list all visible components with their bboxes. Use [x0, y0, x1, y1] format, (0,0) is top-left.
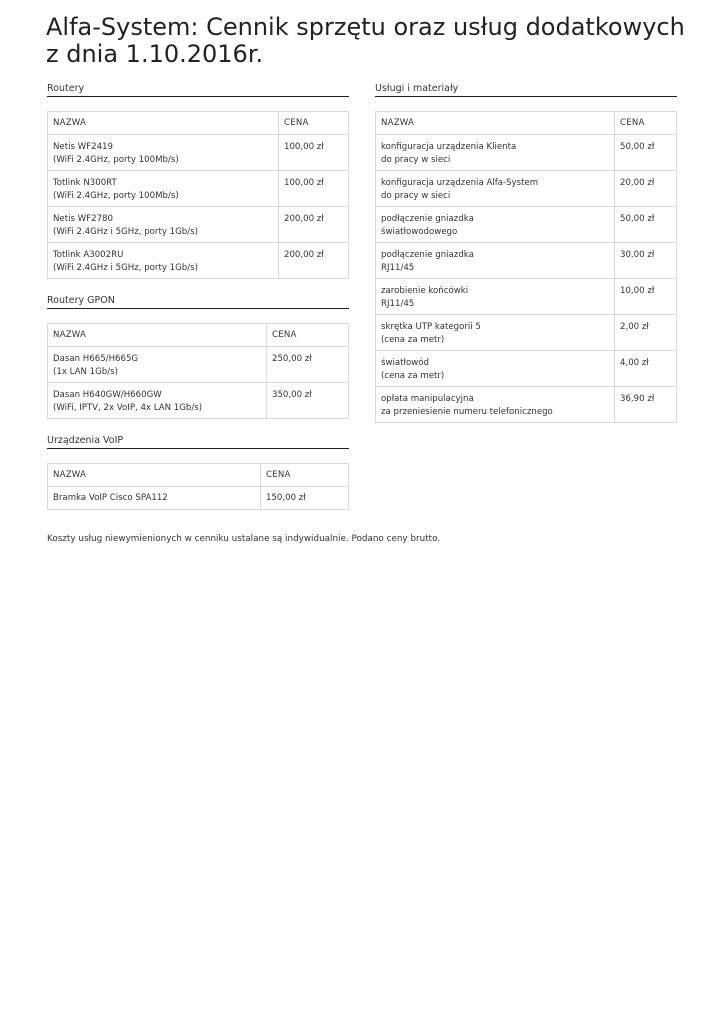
product-description: (WiFi 2.4GHz, porty 100Mb/s)	[53, 155, 179, 165]
table-header-row	[48, 464, 349, 487]
price-cell: 36,90 zł	[615, 387, 677, 423]
product-description: (WiFi 2.4GHz i 5GHz, porty 1Gb/s)	[53, 227, 198, 237]
routers-table	[47, 111, 349, 279]
service-description: (cena za metr)	[381, 371, 445, 381]
service-cell	[376, 387, 615, 423]
service-name: podłączenie gniazdka	[381, 214, 474, 224]
price-cell: 50,00 zł	[615, 135, 677, 171]
product-cell	[48, 207, 279, 243]
service-description: za przeniesienie numeru telefonicznego	[381, 407, 553, 417]
product-description: (WiFi 2.4GHz i 5GHz, porty 1Gb/s)	[53, 263, 198, 273]
service-cell	[376, 171, 615, 207]
service-cell	[376, 135, 615, 171]
service-name: zarobienie końcówki	[381, 286, 469, 296]
table-row	[48, 383, 349, 419]
voip-section	[47, 435, 349, 510]
price-cell: 2,00 zł	[615, 315, 677, 351]
price-cell: 20,00 zł	[615, 171, 677, 207]
right-column	[375, 83, 677, 439]
service-name: światłowód	[381, 358, 429, 368]
routers-section	[47, 83, 349, 279]
price-cell: 50,00 zł	[615, 207, 677, 243]
product-name: Bramka VoIP Cisco SPA112	[48, 487, 261, 510]
table-row	[376, 135, 677, 171]
price-cell: 250,00 zł	[267, 347, 349, 383]
service-description: do pracy w sieci	[381, 191, 451, 201]
price-cell: 10,00 zł	[615, 279, 677, 315]
service-description: RJ11/45	[381, 263, 415, 273]
product-cell	[48, 347, 267, 383]
table-row	[48, 243, 349, 279]
section-title-routers: Routery	[47, 83, 349, 97]
product-description: (WiFi, IPTV, 2x VoIP, 4x LAN 1Gb/s)	[53, 403, 203, 413]
price-cell: 150,00 zł	[261, 487, 349, 510]
gpon-section	[47, 295, 349, 419]
service-name: podłączenie gniazdka	[381, 250, 474, 260]
table-header-row	[376, 112, 677, 135]
services-section	[375, 83, 677, 423]
services-table	[375, 111, 677, 423]
table-row	[376, 387, 677, 423]
service-name: konfiguracja urządzenia Klienta	[381, 142, 517, 152]
section-title-services: Usługi i materiały	[375, 83, 677, 97]
page-title: Alfa-System: Cennik sprzętu oraz usług dodatkowych z dnia 1.10.2016r.	[46, 13, 685, 68]
product-name: Netis WF2419	[53, 142, 113, 152]
product-name: Totlink A3002RU	[53, 250, 124, 260]
table-header-row	[48, 112, 349, 135]
column-header-name: NAZWA	[48, 324, 267, 347]
table-row	[376, 315, 677, 351]
column-header-price: CENA	[267, 324, 349, 347]
table-row	[376, 243, 677, 279]
table-row	[376, 279, 677, 315]
product-name: Netis WF2780	[53, 214, 113, 224]
price-cell: 30,00 zł	[615, 243, 677, 279]
product-cell	[48, 383, 267, 419]
service-cell	[376, 279, 615, 315]
service-description: światłowodowego	[381, 227, 458, 237]
table-row	[48, 171, 349, 207]
price-cell: 200,00 zł	[279, 243, 349, 279]
product-description: (WiFi 2.4GHz, porty 100Mb/s)	[53, 191, 179, 201]
voip-table	[47, 463, 349, 510]
table-row	[376, 351, 677, 387]
column-header-name: NAZWA	[48, 464, 261, 487]
price-cell: 100,00 zł	[279, 135, 349, 171]
table-header-row	[48, 324, 349, 347]
column-header-price: CENA	[615, 112, 677, 135]
product-name: Totlink N300RT	[53, 178, 117, 188]
table-row	[48, 487, 349, 510]
section-title-voip: Urządzenia VoIP	[47, 435, 349, 449]
service-description: (cena za metr)	[381, 335, 445, 345]
product-description: (1x LAN 1Gb/s)	[53, 367, 118, 377]
product-cell	[48, 243, 279, 279]
table-row	[48, 207, 349, 243]
product-name: Dasan H640GW/H660GW	[53, 390, 162, 400]
left-column	[47, 83, 349, 526]
table-row	[376, 171, 677, 207]
table-row	[48, 347, 349, 383]
service-name: skrętka UTP kategorii 5	[381, 322, 481, 332]
price-cell: 4,00 zł	[615, 351, 677, 387]
price-cell: 350,00 zł	[267, 383, 349, 419]
product-cell	[48, 135, 279, 171]
table-row	[376, 207, 677, 243]
service-cell	[376, 207, 615, 243]
service-name: konfiguracja urządzenia Alfa-System	[381, 178, 539, 188]
product-name: Dasan H665/H665G	[53, 354, 139, 364]
service-description: RJ11/45	[381, 299, 415, 309]
column-header-price: CENA	[279, 112, 349, 135]
price-cell: 100,00 zł	[279, 171, 349, 207]
price-cell: 200,00 zł	[279, 207, 349, 243]
table-row	[48, 135, 349, 171]
service-cell	[376, 351, 615, 387]
column-header-name: NAZWA	[376, 112, 615, 135]
column-header-price: CENA	[261, 464, 349, 487]
service-cell	[376, 243, 615, 279]
product-cell	[48, 171, 279, 207]
gpon-table	[47, 323, 349, 419]
service-description: do pracy w sieci	[381, 155, 451, 165]
footer-note: Koszty usług niewymienionych w cenniku ustalane są indywidualnie. Podano ceny brutto.	[47, 534, 441, 544]
section-title-gpon: Routery GPON	[47, 295, 349, 309]
service-name: opłata manipulacyjna	[381, 394, 474, 404]
service-cell	[376, 315, 615, 351]
column-header-name: NAZWA	[48, 112, 279, 135]
